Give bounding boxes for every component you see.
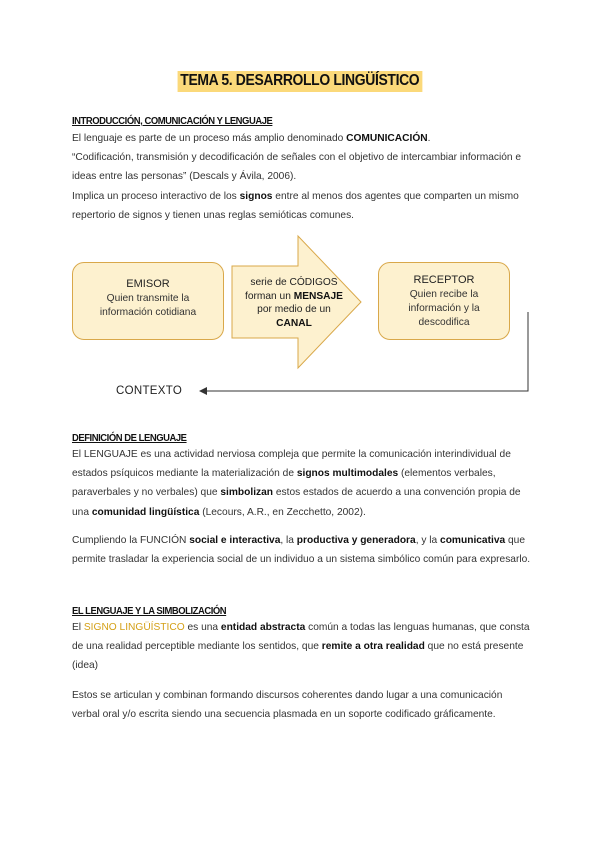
def-text-c: (elementos verbales, paraverbales y no verbales) que	[72, 468, 496, 499]
simbolizacion-paragraph2: Estos se articulan y combinan formando discursos coherentes dando lugar a una comunicación verbal oral y/o escrita siendo una secuencia plasmada en un soporte codificado gráficamente.	[72, 690, 503, 721]
diagram-graphics	[0, 0, 600, 420]
sign-text-a: El	[72, 622, 84, 633]
section-heading-simbolizacion: EL LENGUAJE Y LA SIMBOLIZACIÓN	[72, 605, 227, 617]
emisor-desc: Quien transmite la información cotidiana	[99, 293, 197, 318]
func-text-g: que permite trasladar la experiencia social de un individuo a un sistema simbólico común para expresarlo.	[72, 535, 531, 566]
receptor-box	[378, 262, 510, 340]
func-text-e: , y la	[415, 535, 441, 546]
arrow-line2-bold: MENSAJE	[293, 290, 343, 302]
sign-bold-e: remite a otra realidad	[321, 641, 425, 653]
sign-text-d: común a todas las lenguas humanas, que consta de una realidad perceptible mediante los sentidos, que	[72, 622, 530, 653]
intro-line3-pre: Implica un proceso interactivo de los	[72, 190, 240, 202]
context-arrowhead	[199, 387, 207, 395]
sign-text-b: es una	[184, 622, 221, 633]
arrow-line3: por medio de un	[257, 304, 331, 315]
def-bold-f: comunidad lingüística	[91, 506, 200, 518]
sign-highlight: SIGNO LINGÜÍSTICO	[83, 622, 185, 633]
definicion-paragraph2	[72, 531, 532, 569]
func-text-a: Cumpliendo la FUNCIÓN	[72, 535, 190, 546]
simbolizacion-paragraph1	[72, 618, 532, 676]
func-text-c: , la	[280, 535, 297, 546]
intro-quote: “Codificación, transmisión y decodificación de señales con el objetivo de intercambiar información e ideas entre las personas” (Descals y Ávila, 2006).	[72, 152, 522, 183]
intro-line3-bold: signos	[239, 190, 273, 202]
intro-line3-post: entre al menos dos agentes que comparten un mismo repertorio de signos y tienen unas reglas semióticas comunes.	[72, 190, 519, 221]
emisor-title: EMISOR	[126, 278, 170, 290]
page-title: TEMA 5. DESARROLLO LINGÜÍSTICO	[178, 71, 422, 92]
arrow-line1: serie de CÓDIGOS	[250, 277, 338, 288]
receptor-title: RECEPTOR	[413, 274, 475, 286]
intro-line1-pre: El lenguaje es parte de un proceso más amplio denominado	[72, 133, 347, 144]
intro-line1-post: .	[427, 133, 431, 144]
def-bold-b: signos multimodales	[296, 468, 399, 480]
emisor-box	[72, 262, 224, 340]
func-bold-d: productiva y generadora	[296, 535, 416, 546]
intro-line1-bold: COMUNICACIÓN	[346, 133, 428, 144]
func-bold-b: social e interactiva	[189, 535, 281, 546]
arrow-label	[236, 276, 352, 330]
sign-bold-c: entidad abstracta	[220, 622, 306, 633]
receptor-desc: Quien recibe la información y la descodifica	[408, 289, 480, 328]
definicion-paragraph1	[72, 445, 532, 522]
def-text-a: El LENGUAJE es una actividad nerviosa compleja que permite la comunicación interindividual de estados psíquicos mediante la materialización de	[72, 449, 511, 480]
func-bold-f: comunicativa	[440, 535, 506, 546]
arrow-line4-bold: CANAL	[276, 317, 312, 329]
section-heading-introduccion: INTRODUCCIÓN, COMUNICACIÓN Y LENGUAJE	[72, 115, 273, 127]
contexto-label: CONTEXTO	[116, 385, 183, 397]
arrow-line2-pre: forman un	[245, 290, 294, 302]
def-bold-d: simbolizan	[220, 487, 274, 499]
sign-text-f: que no está presente (idea)	[72, 641, 524, 672]
section-heading-definicion: DEFINICIÓN DE LENGUAJE	[72, 432, 187, 444]
def-text-g: (Lecours, A.R., en Zecchetto, 2002).	[199, 506, 366, 518]
def-text-e: estos estados de acuerdo a una convención propia de una	[72, 487, 521, 518]
